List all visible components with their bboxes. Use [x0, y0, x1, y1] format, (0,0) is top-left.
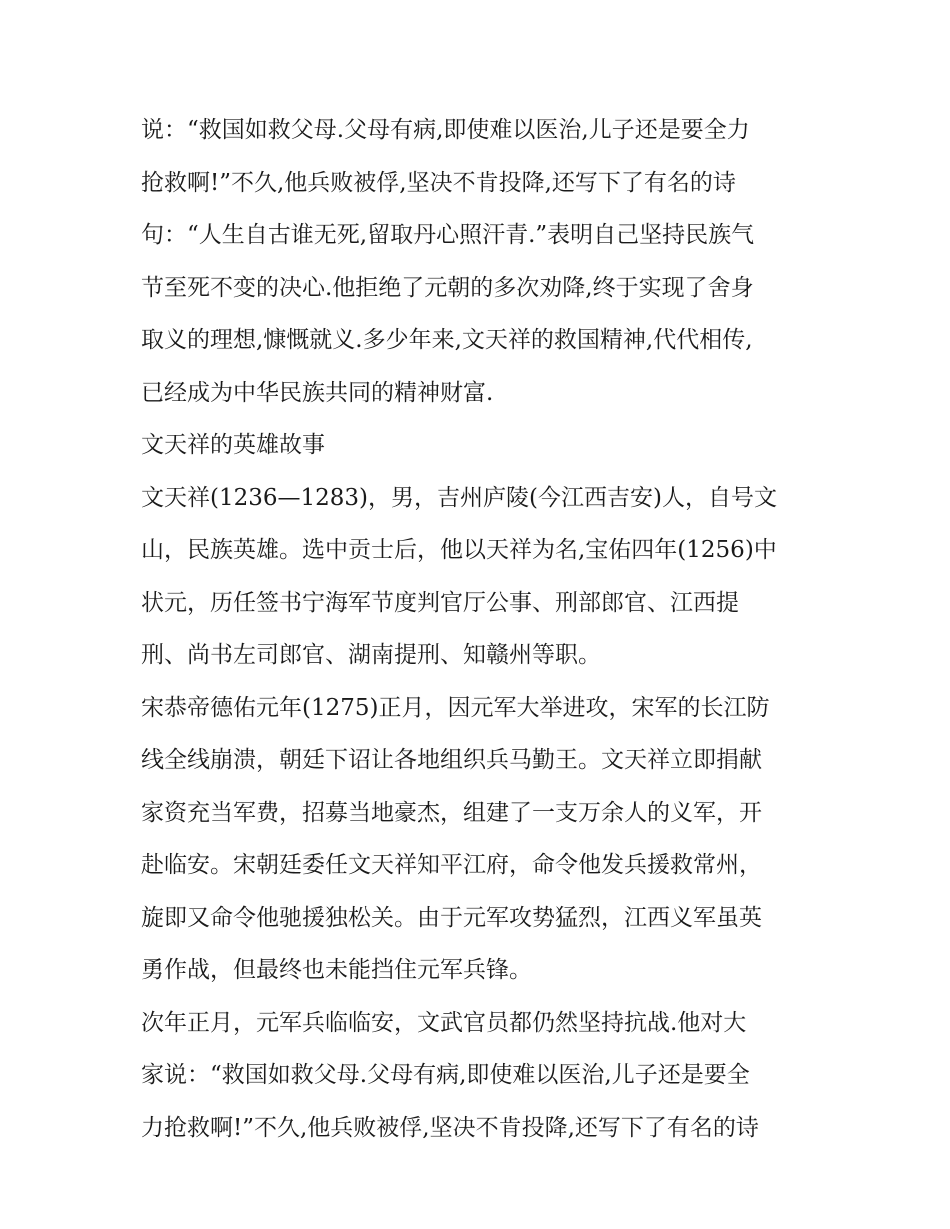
text-line: 刑、尚书左司郎官、湖南提刑、知赣州等职。	[141, 642, 601, 668]
text-line: 抢救啊!”不久,他兵败被俘,坚决不肯投降,还写下了有名的诗	[141, 169, 736, 196]
text-line: 旋即又命令他驰援独松关。由于元军攻势猛烈，江西义军虽英	[141, 904, 762, 931]
text-line: 已经成为中华民族共同的精神财富.	[141, 379, 494, 406]
text-line: 状元，历任签书宁海军节度判官厅公事、刑部郎官、江西提	[141, 589, 739, 616]
text-line: 赴临安。宋朝廷委任文天祥知平江府，命令他发兵援救常州，	[141, 852, 762, 878]
section-heading: 文天祥的英雄故事	[141, 432, 325, 458]
text-line: 力抢救啊!”不久,他兵败被俘,坚决不肯投降,还写下了有名的诗	[141, 1114, 759, 1141]
document-page	[141, 104, 821, 1154]
text-line: 取义的理想,慷慨就义.多少年来,文天祥的救国精神,代代相传,	[141, 327, 753, 353]
text-line: 节至死不变的决心.他拒绝了元朝的多次劝降,终于实现了舍身	[141, 274, 754, 301]
text-line: 家说：“救国如救父母.父母有病,即使难以医治,儿子还是要全	[141, 1062, 750, 1088]
text-line: 宋恭帝德佑元年(1275)正月，因元军大举进攻，宋军的长江防	[141, 694, 770, 721]
text-line: 说：“救国如救父母.父母有病,即使难以医治,儿子还是要全力	[141, 117, 750, 143]
text-line: 山，民族英雄。选中贡士后，他以天祥为名,宝佑四年(1256)中	[141, 537, 777, 563]
text-line: 线全线崩溃，朝廷下诏让各地组织兵马勤王。文天祥立即捐献	[141, 747, 762, 773]
text-line: 家资充当军费，招募当地豪杰，组建了一支万余人的义军，开	[141, 799, 762, 826]
text-line: 文天祥(1236—1283)，男，吉州庐陵(今江西吉安)人，自号文	[141, 484, 777, 511]
text-line: 次年正月，元军兵临临安，文武官员都仍然坚持抗战.他对大	[141, 1009, 747, 1036]
text-line: 勇作战，但最终也未能挡住元军兵锋。	[141, 957, 532, 983]
text-line: 句：“人生自古谁无死,留取丹心照汗青.”表明自己坚持民族气	[141, 222, 755, 248]
